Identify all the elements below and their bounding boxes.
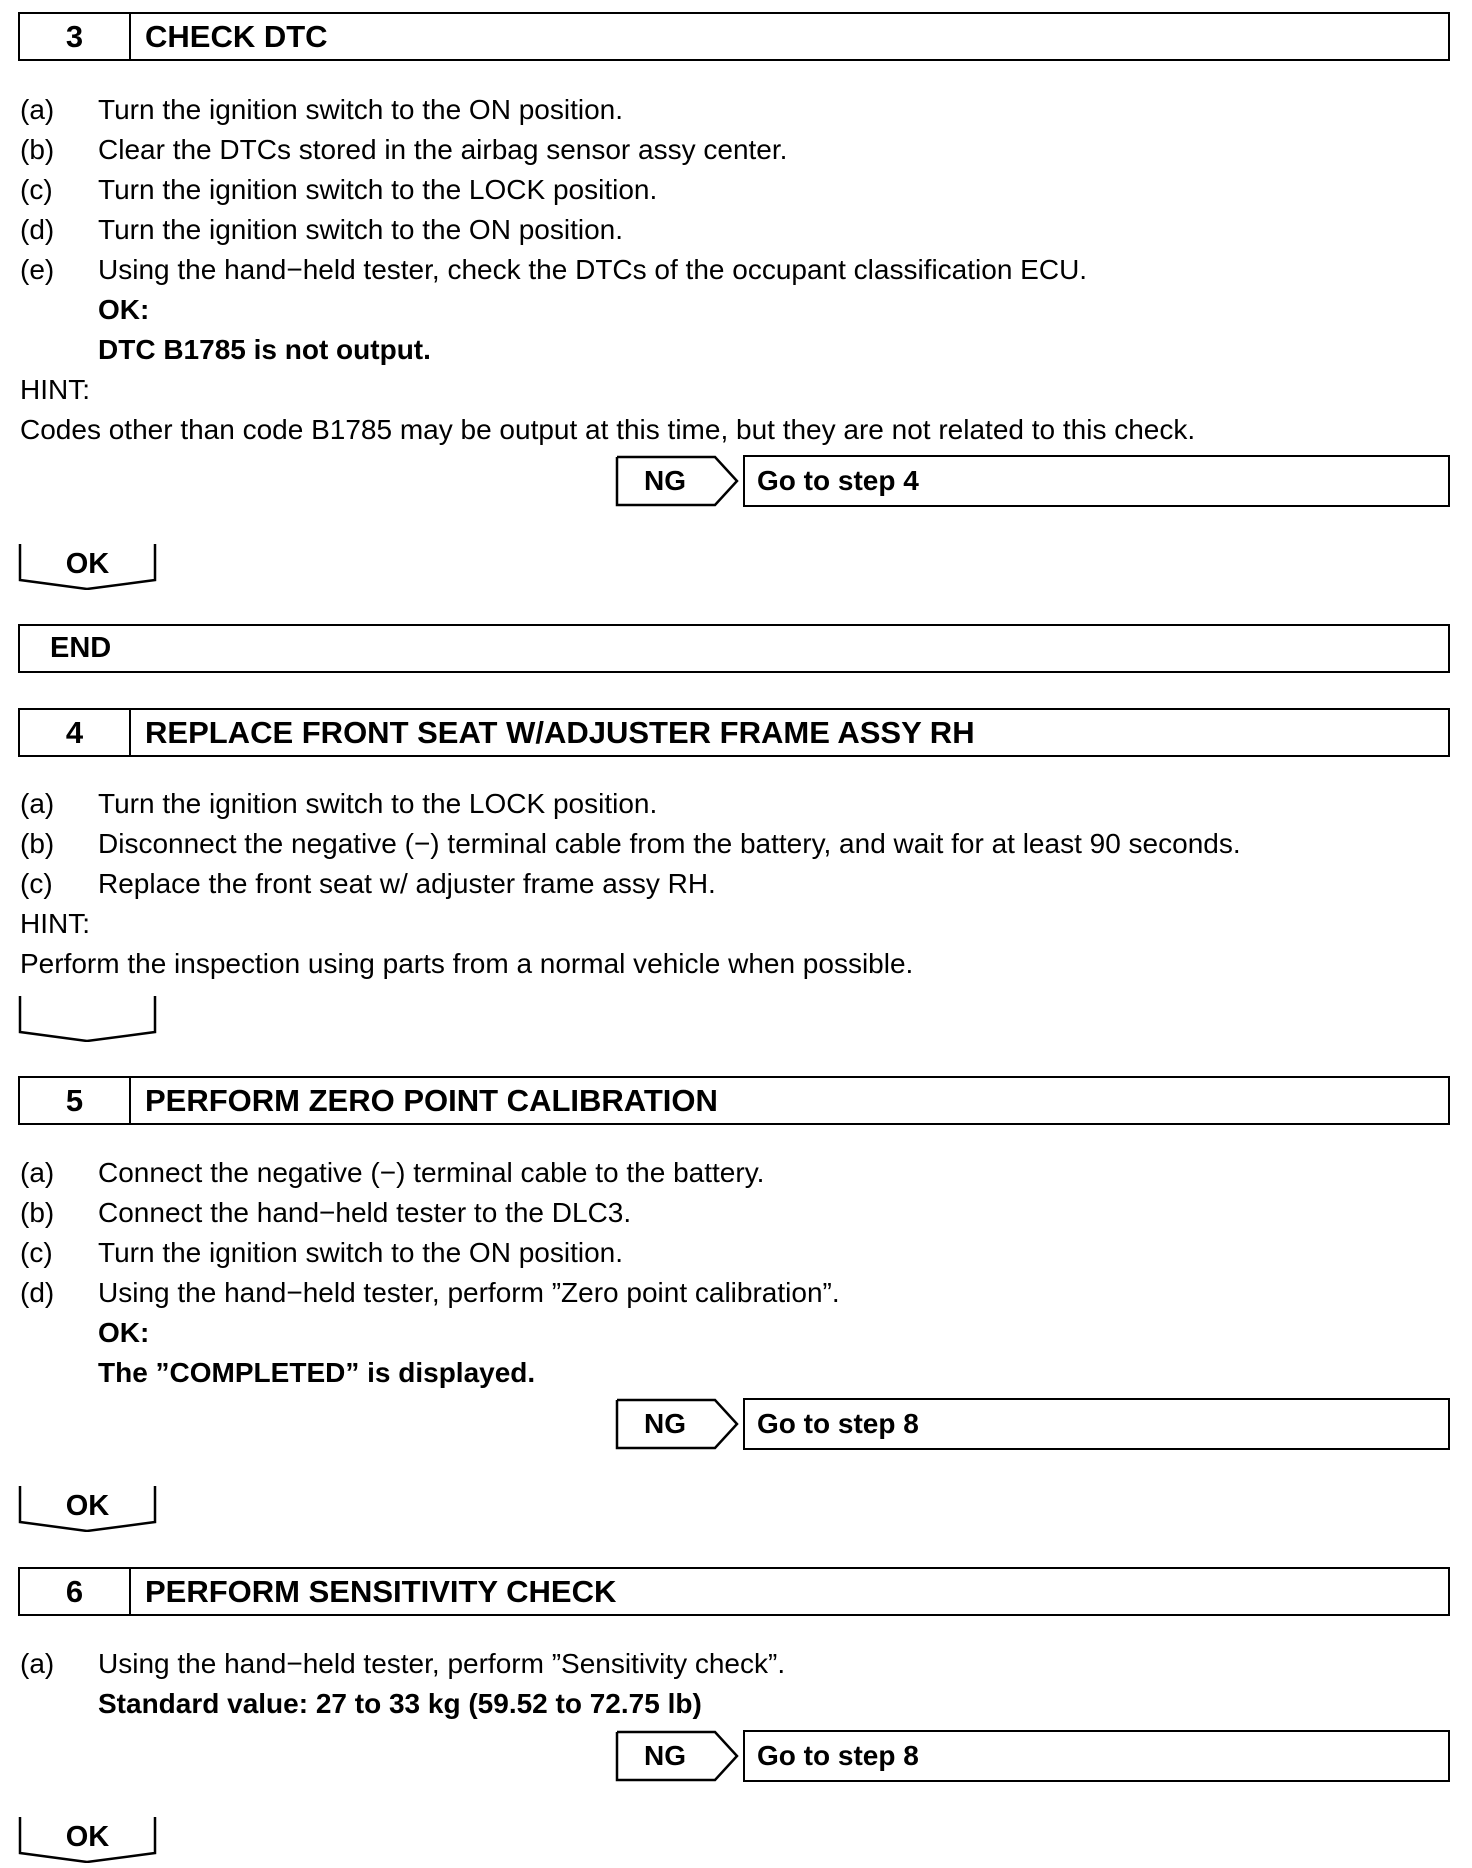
hint-text: Perform the inspection using parts from a normal vehicle when possible. xyxy=(20,948,914,979)
item-text: Connect the hand−held tester to the DLC3. xyxy=(98,1197,632,1228)
goto-step-4-link[interactable]: Go to step 4 xyxy=(743,455,1450,507)
ng-label: NG xyxy=(644,1740,686,1771)
item-text: Turn the ignition switch to the LOCK position. xyxy=(98,174,658,205)
goto-step-8-link[interactable]: Go to step 8 xyxy=(743,1730,1450,1782)
step-title: REPLACE FRONT SEAT W/ADJUSTER FRAME ASSY RH xyxy=(145,714,975,750)
ok-label: OK: xyxy=(98,1317,150,1348)
item-label: (a) xyxy=(20,1157,55,1188)
item-text: Connect the negative (−) terminal cable to the battery. xyxy=(98,1157,765,1188)
item-text: Turn the ignition switch to the ON position. xyxy=(98,94,623,125)
item-label: (d) xyxy=(20,1277,55,1308)
ok-condition: The ”COMPLETED” is displayed. xyxy=(98,1357,536,1388)
ok-arrow-label[interactable]: OK xyxy=(65,1489,110,1522)
item-text: Using the hand−held tester, perform ”Zero point calibration”. xyxy=(98,1277,840,1308)
item-label: (b) xyxy=(20,1197,55,1228)
ok-condition: DTC B1785 is not output. xyxy=(98,334,431,365)
ok-arrow-label[interactable]: OK xyxy=(65,547,110,580)
ok-label: OK: xyxy=(98,294,150,325)
item-label: (a) xyxy=(20,1648,55,1679)
item-label: (d) xyxy=(20,214,55,245)
item-label: (e) xyxy=(20,254,55,285)
item-label: (b) xyxy=(20,134,55,165)
item-label: (c) xyxy=(20,1237,53,1268)
ng-label: NG xyxy=(644,465,686,496)
down-arrow-icon xyxy=(18,994,157,1042)
item-text: Turn the ignition switch to the LOCK position. xyxy=(98,788,658,819)
step-number: 4 xyxy=(20,710,131,755)
item-label: (a) xyxy=(20,94,55,125)
step-number: 5 xyxy=(20,1078,131,1123)
step-number: 3 xyxy=(20,14,131,59)
step-3-header xyxy=(18,12,1450,61)
step-number: 6 xyxy=(20,1569,131,1614)
item-text: Using the hand−held tester, perform ”Sensitivity check”. xyxy=(98,1648,786,1679)
step-title: CHECK DTC xyxy=(145,18,328,54)
ng-label: NG xyxy=(644,1408,686,1439)
item-label: (c) xyxy=(20,174,53,205)
ok-arrow-label[interactable]: OK xyxy=(65,1820,110,1853)
step-5-header xyxy=(18,1076,1450,1125)
item-label: (a) xyxy=(20,788,55,819)
item-label: (b) xyxy=(20,828,55,859)
item-text: Turn the ignition switch to the ON position. xyxy=(98,1237,623,1268)
step-title: PERFORM SENSITIVITY CHECK xyxy=(145,1573,617,1609)
hint-label: HINT: xyxy=(20,908,90,939)
end-box: END xyxy=(18,624,1450,673)
item-text: Using the hand−held tester, check the DTCs of the occupant classification ECU. xyxy=(98,254,1088,285)
goto-step-8-link[interactable]: Go to step 8 xyxy=(743,1398,1450,1450)
item-text: Disconnect the negative (−) terminal cable from the battery, and wait for at least 90 seconds. xyxy=(98,828,1241,859)
hint-text: Codes other than code B1785 may be output at this time, but they are not related to this check. xyxy=(20,414,1196,445)
step-title: PERFORM ZERO POINT CALIBRATION xyxy=(145,1082,718,1118)
item-text: Replace the front seat w/ adjuster frame assy RH. xyxy=(98,868,716,899)
item-text: Clear the DTCs stored in the airbag sensor assy center. xyxy=(98,134,788,165)
item-text: Turn the ignition switch to the ON position. xyxy=(98,214,623,245)
step-4-header xyxy=(18,708,1450,757)
step-6-header xyxy=(18,1567,1450,1616)
item-label: (c) xyxy=(20,868,53,899)
hint-label: HINT: xyxy=(20,374,90,405)
standard-value: Standard value: 27 to 33 kg (59.52 to 72.75 lb) xyxy=(98,1688,702,1719)
